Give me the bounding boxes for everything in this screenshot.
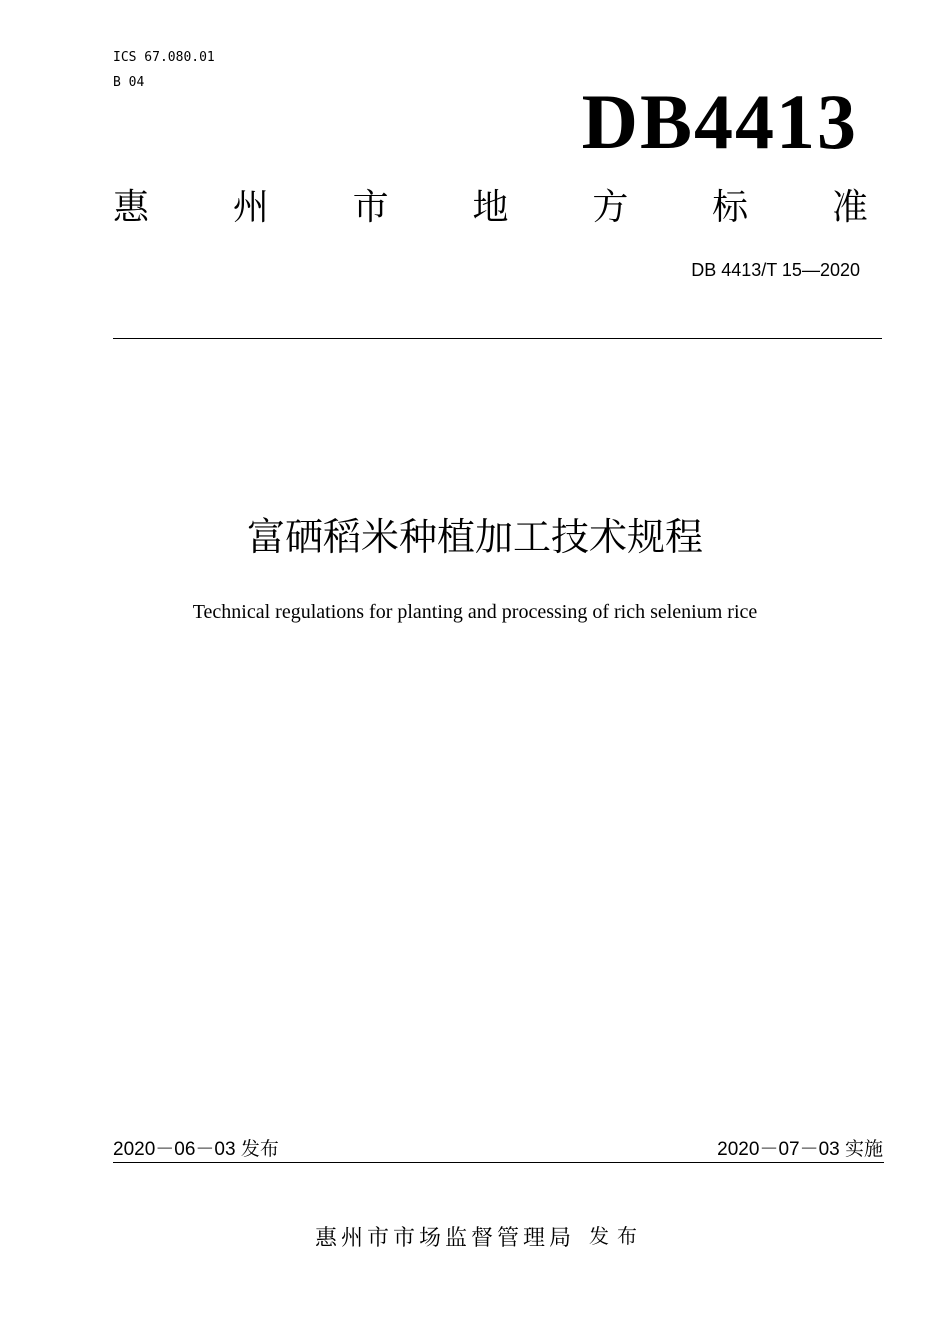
ics-code: ICS 67.080.01 (113, 50, 215, 65)
standard-type-char: 市 (352, 187, 389, 228)
ccs-code: B 04 (113, 75, 145, 90)
standard-type-char: 地 (472, 187, 509, 228)
standard-type-char: 惠 (113, 187, 150, 228)
document-title-zh: 富硒稻米种植加工技术规程 (246, 515, 703, 559)
issuer-action: 发布 (589, 1224, 645, 1248)
issue-date: 2020－06－03 发布 (113, 1139, 279, 1160)
footer-divider (113, 1162, 884, 1163)
issuer-name: 惠州市市场监督管理局 (314, 1226, 575, 1251)
header-divider (113, 338, 882, 339)
standard-type-heading (113, 185, 868, 231)
issuer-line (0, 1222, 950, 1255)
document-title-en: Technical regulations for planting and processing of rich selenium rice (192, 601, 758, 623)
implementation-date: 2020－07－03 实施 (717, 1139, 883, 1160)
standard-number: DB 4413/T 15—2020 (691, 260, 860, 280)
standard-type-char: 方 (592, 187, 629, 228)
standard-type-char: 标 (712, 187, 749, 228)
standard-type-char: 准 (831, 187, 868, 228)
standard-type-char: 州 (232, 187, 269, 228)
db-code-logo: DB4413 (581, 78, 858, 165)
